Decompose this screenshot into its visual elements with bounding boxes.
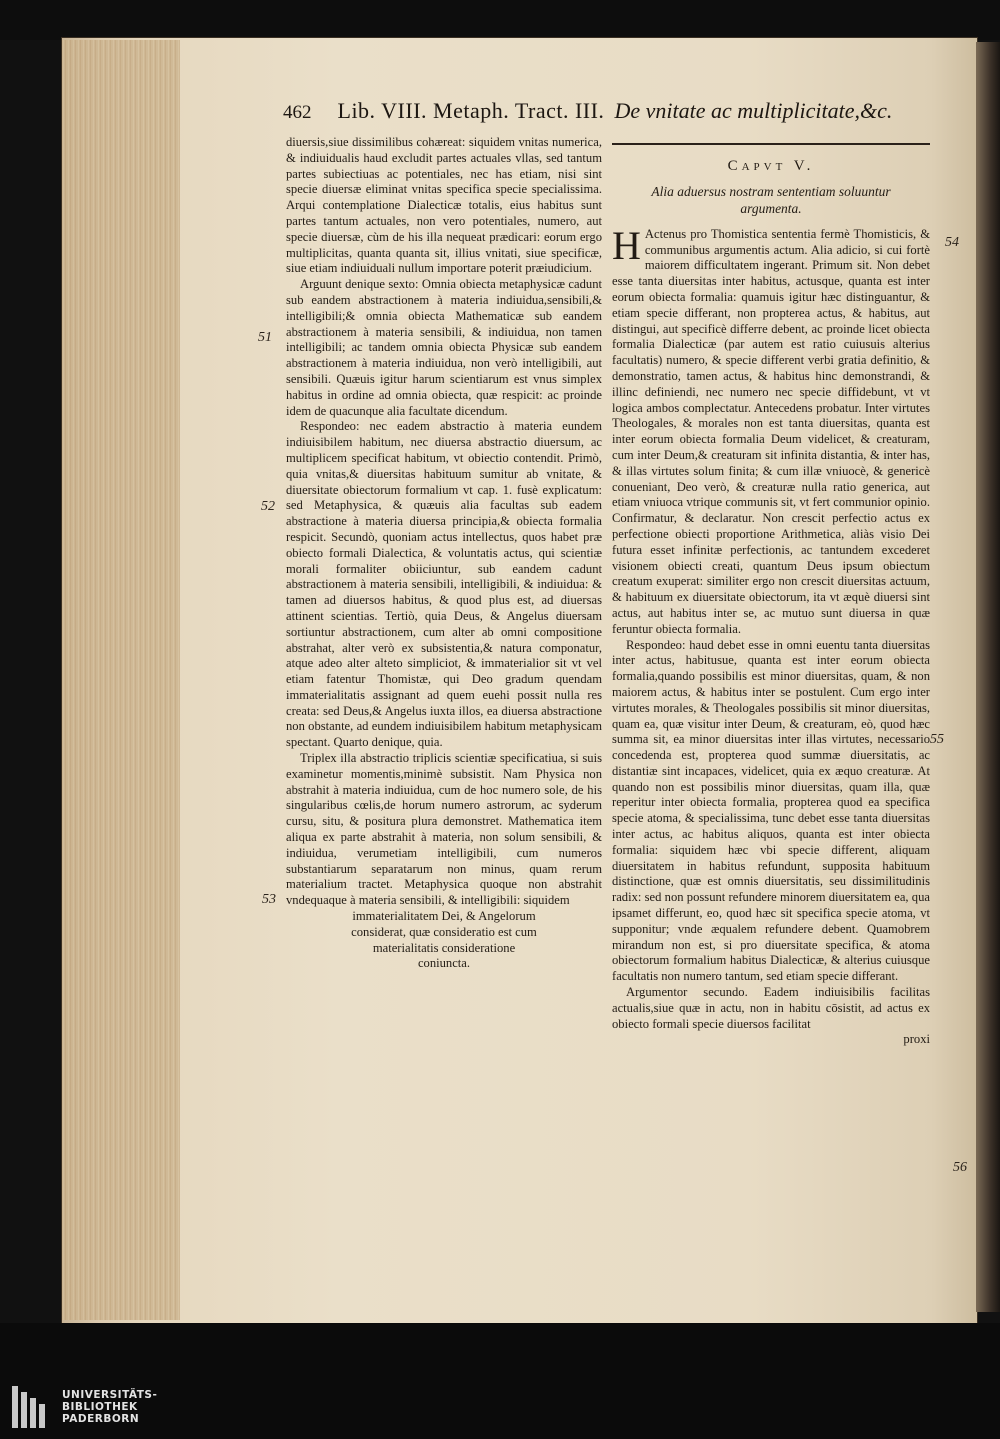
running-title: Lib. VIII. Metaph. Tract. III. xyxy=(337,98,605,123)
ending-line: immaterialitatem Dei, & Angelorum xyxy=(352,909,536,924)
book-right-edge xyxy=(976,42,1000,1312)
right-text-column xyxy=(612,137,930,1048)
drop-capital: H xyxy=(612,222,641,268)
logo-line: UNIVERSITÄTS- xyxy=(62,1389,158,1401)
paragraph: diuersis,siue dissimilibus cohæreat: siquidem vnitas numerica, & indiuidualis haud excludit partes actuales vllas, sed tantum partes subiectiuas ac potentiales, nec has etiam, nisi sint specie diuersæ eliminat vnitas specifica specie specialissima. Arqui contemplatione Dialecticæ totalis, eius habitus sunt partes tantum actuales, non vero potentiales, numero, aut specie diuersæ, cùm de his illa nequeat prædicari: eorum ergo multiplicitas, quanta quanta sit, illius vnitati, siue specificæ, siue etiam indiuiduali nullum importare poterit præiudicium. xyxy=(286,135,602,276)
paragraph-ending xyxy=(286,909,602,972)
paragraph: Respondeo: nec eadem abstractio à materia eundem indiuisibilem habitum, nec diuersa abstractio diuersum, ac multiplicem specificat habitum, vt obiectio contendit. Primò, quia vnitas,& diuersitas habituum sumitur ab vnitate, & diuersitate obiectorum formalium vt cap. 1. fusè explicatum: sed Metaphysica, & quæuis alia facultas sub eadem abstractione à materia diuersa principia,& obiecta formalia respicit. Secundò, quoniam actus intellectus, quos habet præ obiecto formali Dialectica, & voluntatis actus, qui scientiæ morali formaliter obiiciuntur, sub eandem cadunt abstractionem à materia sensibili, intelligibili, & indiuidua: & tamen ad diuersos habitus, & quod plus est, ad diuersas attinent scientias. Tertiò, quia Deus, & Angelus diuersam sortiuntur abstractionem, cum alter ab omni compositione abstrahat, alter verò ex subsistentia,& natura componatur, atque adeo alter alteto simpliciot, & immaterialior sit vt vel etiam fatentur Thomistæ, qui Deo gradum quendam immaterialitatis assignant ad quem euehi possit nulla res creata: sed Deus,& Angelus iuxta illos, ea diuersa abstractione non obstante, ad eundem indiuisibilem habitum metaphysicam spectant. Quarto denique, quia. xyxy=(286,419,602,750)
left-text-column xyxy=(286,135,602,972)
logo-line: PADERBORN xyxy=(62,1413,140,1425)
ending-line: considerat, quæ consideratio est cum xyxy=(351,924,537,939)
margin-number: 53 xyxy=(262,892,276,907)
chapter-rule xyxy=(612,143,930,145)
page-number: 462 xyxy=(283,102,312,123)
ending-line: coniuncta. xyxy=(417,956,471,971)
library-logo-icon xyxy=(12,1386,52,1428)
paragraph: Arguunt denique sexto: Omnia obiecta metaphysicæ cadunt sub eandem abstractionem à materia indiuidua,sensibili,& intelligibili;& omnia obiecta Mathematicæ sub eandem abstractionem à materia sensibili, & indiuidua, non tamen intelligibili; ac tandem omnia obiecta Physicæ sub eandem abstractionem à materia indiuidua, non verò intelligibili, aut sensibili. Quæuis igitur harum scientiarum est vnus simplex habitus in ordine ad omnia obiecta, quæ respicit: ac proinde idem de quacunque alia facultate dicendum. xyxy=(286,277,602,418)
margin-number: 56 xyxy=(953,1160,967,1175)
paragraph: Triplex illa abstractio triplicis scientiæ specificatiua, si suis examinetur momentis,minimè subsistit. Nam Physica non abstrahit à materia indiuidua, cum de hoc numero sole, de his singularibus cœlis,de horum numero astrorum, ac syderum cursu, situ, & positura plura demonstret. Mathematica item aliqua ex parte abstrahit à materia, non solum sensibili, & indiuidua, verumetiam intelligibili, cum numeros substantiarum separatarum non minus, quam rerum materialium tractet. Metaphysica quoque non abstrahit vndequaque à materia sensibili, & intelligibili: siquidem xyxy=(286,751,602,908)
book-cover-top xyxy=(0,0,1000,40)
catchword: proxi xyxy=(903,1032,930,1047)
running-header xyxy=(283,98,893,124)
paragraph xyxy=(612,222,930,638)
margin-number: 55 xyxy=(930,732,944,747)
margin-number: 51 xyxy=(258,330,272,345)
subtitle-line: argumenta. xyxy=(740,200,802,216)
chapter-heading: Capvt V. xyxy=(727,158,815,174)
paragraph-text: Actenus pro Thomistica sententia fermè Thomisticis, & communibus argumentis actum. Alia adicio, si cui fortè maiorem difficultatem ingerant. Primum sit. Non debet esse tanta diuersitas inter habitus, actusque, quanta est inter eorum obiecta formalia: quamuis igitur hæc distinguantur, & etiam specie differant, non propterea actus, & habitus, aut distingui, aut specificè differre debent, ac proinde licet obiecta formalia Dialecticæ (par autem est ratio cuiusuis alterius facultatis) numero, & specie different verbi gratia definitio, & demonstratio, tamen actus, & habitus hinc demonstrandi, & illinc definiendi, nec numero nec specie diffidebunt, vt vt logica ambos complectatur. Antecedens probatur. Inter virtutes Theologales, & morales non est tanta diuersitas, quanta est inter eorum obiecta formalia Deum videlicet, & creaturam, cum inter Deum,& creaturam sit infinita distantia, & inter has, & illas virtutes solum finita; & cum illæ vniuocè, & genericè conueniant, Deo verò, & creaturæ nulla ratio generica, aut etiam vniuoca vtrique communis sit, vt fert communior opinio. Confirmatur, & declaratur. Non crescit perfectio actus ex perfectione obiecti proportione Arithmetica, aliàs visio Dei futura esset infinitæ perfectionis, ac tantundem excederet visionem obiecti creati, quantum Deus ipsum obiectum creatum exuperat: similiter ergo non crescit diuersitas actuum, & habituum ex diuersitate obiectorum, ita vt æquè diuersi sint actus, aut habitus inter se, ac mutuo sunt diuersa in quæ feruntur obiecta formalia. xyxy=(612,226,930,636)
logo-line: BIBLIOTHEK xyxy=(62,1401,138,1413)
running-subtitle: De vnitate ac multiplicitate,&c. xyxy=(614,98,893,123)
library-logo-text xyxy=(62,1389,157,1425)
ending-line: materialitatis consideratione xyxy=(372,940,516,955)
page-stack-edge xyxy=(62,40,180,1320)
paragraph: Respondeo: haud debet esse in omni euentu tanta diuersitas inter actus, habitusue, quanta est inter eorum obiecta formalia,quando possibilis est minor diuersitas, quam, & non maiorem actus, & habitus inter se postulent. Cum ergo inter virtutes morales, & Theologales possibilis sit minor diuersitas, quam ea, quæ visitur inter Deum, & creaturam, eò, quod hæc summa sit, ea minor diuersitas inter illas virtutes, necessario concedenda est, propterea quod summæ diuersitatis, ac distantiæ sint incapaces, videlicet, quia ex æquo creaturæ. At quando non est possibilis minor diuersitas, quam illa, quæ reperitur inter obiecta formalia, propterea quod ea specifica specie atoma, & specialissima, tunc debet esse tanta diuersitas inter actus, ac habitus aliquos, quanta est inter obiecta formalia: siquidem hæc vbi specie different, aliquam diuersitatem in habitus refundunt, supposita habituum distinctione, quæ est omnis diuersitatis, seu dissimilitudinis radix: sed non possunt refundere minorem diuersitatem ea, qua ipsamet differunt, eo, quod hæc sit specifica specie atoma, vt supponitur; vnde æqualem refundere debent. Quamobrem mirandum non est, si pro diuersitate specifica, & atoma obiectorum formalium habitus Dialecticæ, & alterius cuiusque facultatis non numero tantum, sed etiam specie differant. xyxy=(612,637,930,984)
margin-number: 54 xyxy=(945,235,959,250)
subtitle-line: Alia aduersus nostram sententiam soluuntur xyxy=(651,183,891,199)
library-logo xyxy=(12,1386,157,1428)
chapter-subtitle xyxy=(612,183,930,217)
margin-number: 52 xyxy=(261,499,275,514)
paragraph: Argumentor secundo. Eadem indiuisibilis facilitas actualis,siue quæ in actu, non in habitu cōsistit, ad actus ex obiecto formali specie diuersos facilitat xyxy=(612,985,930,1031)
